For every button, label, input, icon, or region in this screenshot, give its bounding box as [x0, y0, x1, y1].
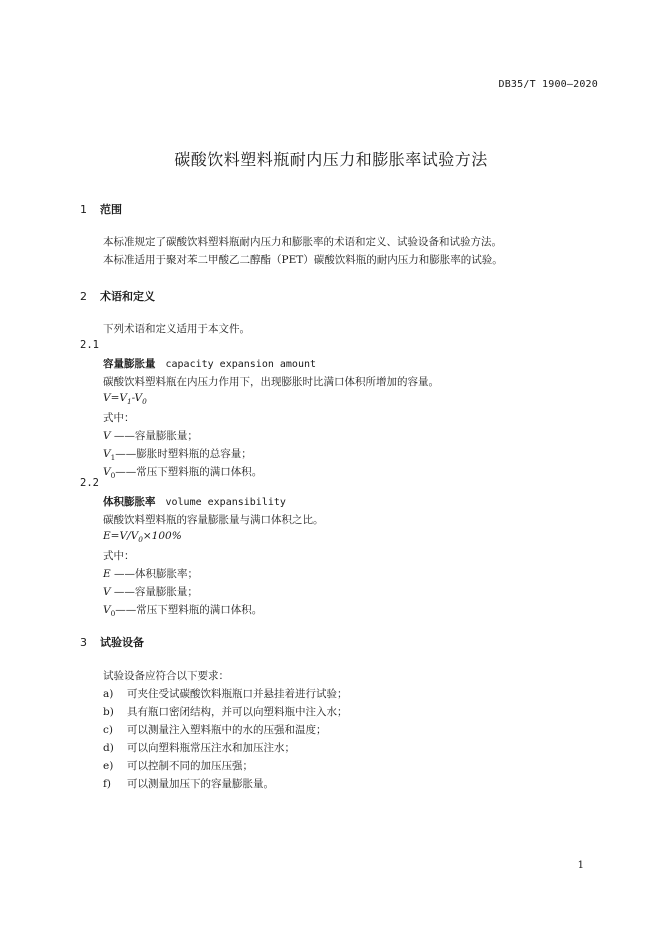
where-label: 式中：	[103, 550, 135, 562]
section-title: 试验设备	[100, 636, 144, 649]
section-title: 范围	[100, 203, 122, 216]
variable-definition: E ——体积膨胀率；	[103, 568, 199, 580]
section-1-heading	[80, 201, 122, 217]
list-item	[103, 686, 348, 701]
list-item-text: 可以向塑料瓶常压注水和加压注水；	[127, 742, 295, 754]
variable-definition: V ——容量膨胀量；	[103, 430, 198, 442]
definition: 碳酸饮料塑料瓶的容量膨胀量与满口体积之比。	[103, 514, 324, 526]
list-item	[103, 758, 253, 773]
list-item-text: 可以测量注入塑料瓶中的水的压强和温度；	[127, 724, 327, 736]
list-item	[103, 722, 327, 737]
variable-definition: V ——容量膨胀量；	[103, 586, 198, 598]
subsection-number: 2.2	[80, 477, 99, 489]
section-3-heading	[80, 634, 144, 650]
list-item-text: 可以控制不同的加压压强；	[127, 760, 253, 772]
list-item	[103, 704, 348, 719]
term-heading	[103, 356, 316, 371]
list-item	[103, 776, 274, 791]
list-item-label: d)	[103, 742, 114, 754]
list-item-label: a)	[103, 688, 114, 700]
variable-definition: $V_0——$常压下塑料瓶的满口体积。	[103, 604, 263, 619]
formula: $E=V/V_0\times 100\%$	[103, 530, 182, 545]
document-title: 碳酸饮料塑料瓶耐内压力和膨胀率试验方法	[174, 150, 488, 169]
section-number: 3	[80, 636, 87, 649]
term-cn: 体积膨胀率	[103, 496, 156, 508]
subsection-number: 2.1	[80, 339, 99, 351]
variable-definition: $V_1——$膨胀时塑料瓶的总容量；	[103, 448, 252, 463]
list-item-label: f)	[103, 778, 111, 790]
term-en: capacity expansion amount	[165, 359, 317, 370]
section-number: 2	[80, 290, 87, 303]
list-item-label: b)	[103, 706, 114, 718]
list-item-text: 可夹住受试碳酸饮料瓶瓶口并悬挂着进行试验；	[127, 688, 348, 700]
definition: 碳酸饮料塑料瓶在内压力作用下，出现膨胀时比满口体积所增加的容量。	[103, 376, 439, 388]
list-item-label: c)	[103, 724, 113, 736]
list-item-text: 具有瓶口密闭结构，并可以向塑料瓶中注入水；	[127, 706, 348, 718]
list-item	[103, 740, 295, 755]
section-number: 1	[80, 203, 87, 216]
standard-code: DB35/T 1900—2020	[498, 79, 598, 90]
list-item-label: e)	[103, 760, 114, 772]
paragraph: 试验设备应符合以下要求：	[103, 670, 229, 682]
page-number: 1	[577, 860, 584, 871]
formula: $V=V_1-V_0$	[103, 392, 147, 407]
term-cn: 容量膨胀量	[103, 358, 156, 370]
term-en: volume expansibility	[165, 497, 286, 508]
list-item-text: 可以测量加压下的容量膨胀量。	[127, 778, 274, 790]
where-label: 式中：	[103, 412, 135, 424]
section-2-heading	[80, 288, 155, 304]
term-heading	[103, 494, 286, 509]
paragraph: 本标准规定了碳酸饮料塑料瓶耐内压力和膨胀率的术语和定义、试验设备和试验方法。	[103, 236, 502, 248]
paragraph: 本标准适用于聚对苯二甲酸乙二醇酯（PET）碳酸饮料瓶的耐内压力和膨胀率的试验。	[103, 254, 503, 266]
paragraph: 下列术语和定义适用于本文件。	[103, 323, 250, 335]
variable-definition: $V_0——$常压下塑料瓶的满口体积。	[103, 466, 263, 481]
section-title: 术语和定义	[100, 290, 155, 303]
